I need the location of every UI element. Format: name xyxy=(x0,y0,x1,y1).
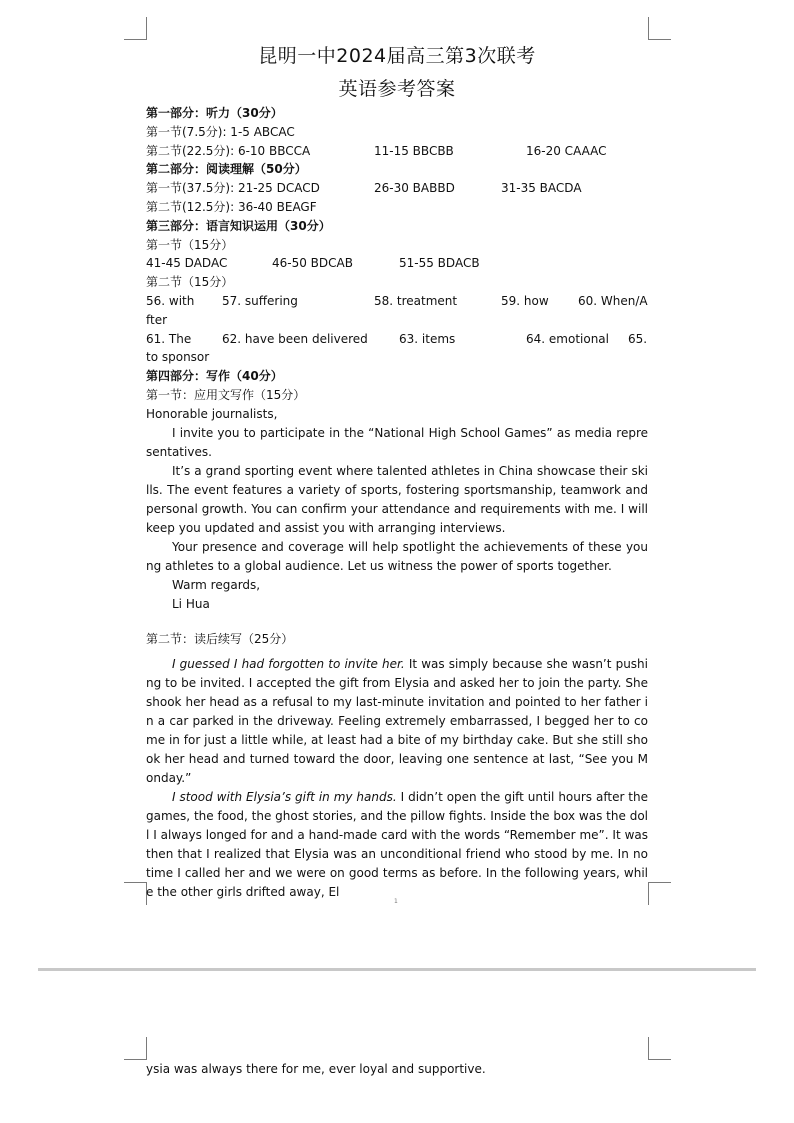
part3-heading: 第三部分：语言知识运用（30分） xyxy=(146,218,331,233)
part3-sec1-label: 第一节（15分） xyxy=(146,237,234,252)
part1-sec1: 第一节(7.5分): 1-5 ABCAC xyxy=(146,124,295,139)
part2-heading: 第二部分：阅读理解（50分） xyxy=(146,162,307,177)
part3-row2-cont: to sponsor xyxy=(146,350,210,365)
answer-59: 59. how xyxy=(501,293,549,308)
part2-sec1-b: 26-30 BABBD xyxy=(374,181,455,196)
part1-sec2-b: 11-15 BBCBB xyxy=(374,143,454,158)
part3-sec1-a: 41-45 DADAC xyxy=(146,256,228,271)
part3-row1 xyxy=(146,292,648,311)
page-title: 昆明一中2024届高三第3次联考 xyxy=(258,45,536,67)
crop-mark-page2-right xyxy=(648,1037,671,1060)
crop-mark-page2-left xyxy=(124,1037,147,1060)
answer-65: 65. xyxy=(628,331,648,346)
part4-sec1-label: 第一节：应用文写作（15分） xyxy=(146,387,306,402)
answer-64: 64. emotional xyxy=(526,331,609,346)
answer-61: 61. The xyxy=(146,331,192,346)
crop-mark-bottom-right xyxy=(648,882,671,905)
part1-sec2-c: 16-20 CAAAC xyxy=(526,143,607,158)
part2-sec2: 第二节(12.5分): 36-40 BEAGF xyxy=(146,199,317,214)
part4-sec2-label: 第二节：读后续写（25分） xyxy=(146,631,294,646)
letter-closing: Warm regards, xyxy=(172,577,261,592)
letter-signature: Li Hua xyxy=(172,596,210,611)
part4-heading: 第四部分：写作（40分） xyxy=(146,369,283,384)
page-number: 1 xyxy=(394,898,398,905)
part3-row2 xyxy=(146,330,648,349)
part3-row1-cont: fter xyxy=(146,312,168,327)
continuation-1-lead: I guessed I had forgotten to invite her. xyxy=(172,656,405,671)
continuation-paragraph-2 xyxy=(146,788,648,902)
continuation-paragraph-1 xyxy=(146,655,648,788)
crop-mark-top-left xyxy=(124,17,147,40)
answer-56: 56. with xyxy=(146,293,195,308)
part1-sec2-a: 第二节(22.5分): 6-10 BBCCA xyxy=(146,143,311,158)
part3-sec2-label: 第二节（15分） xyxy=(146,275,234,290)
answer-content xyxy=(146,104,648,902)
page-divider xyxy=(38,968,756,971)
answer-63: 63. items xyxy=(399,331,456,346)
continuation-2-body: I didn’t open the gift until hours after the games, the food, the ghost stories, and the pillow fights. Inside the box was the doll I always longed for and a hand-made card with the words “Remember me”. It was then that I realized that Elysia was an unconditional friend who stood by me. In no time I called her and we were on good terms as before. In the following years, while the other girls drifted away, El xyxy=(146,789,649,899)
answer-58: 58. treatment xyxy=(374,293,458,308)
crop-mark-bottom-left xyxy=(124,882,147,905)
letter-paragraph-3: Your presence and coverage will help spotlight the achievements of these young athletes to a global audience. Let us witness the power of sports together. xyxy=(146,539,648,573)
answer-57: 57. suffering xyxy=(222,293,298,308)
part2-sec1-c: 31-35 BACDA xyxy=(501,181,582,196)
part2-sec1-row xyxy=(146,179,648,198)
part2-sec1-a: 第一节(37.5分): 21-25 DCACD xyxy=(146,181,320,196)
part1-heading: 第一部分：听力（30分） xyxy=(146,106,283,120)
part1-sec2-row xyxy=(146,142,648,161)
letter-greeting: Honorable journalists, xyxy=(146,406,278,421)
part3-sec1-c: 51-55 BDACB xyxy=(399,256,480,271)
continuation-2-lead: I stood with Elysia’s gift in my hands. xyxy=(172,789,397,804)
continuation-1-body: It was simply because she wasn’t pushing to be invited. I accepted the gift from Elysia and asked her to join the party. She shook her head as a refusal to my last-minute invitation and pointed to her father in a car parked in the driveway. Feeling extremely embarrassed, I begged her to come in for just a little while, at least had a bite of my birthday cake. But she still shook her head and turned toward the door, leaving one sentence at last, “See you Monday.” xyxy=(146,656,648,785)
letter-paragraph-1: I invite you to participate in the “National High School Games” as media representatives. xyxy=(146,425,648,459)
part3-sec1-b: 46-50 BDCAB xyxy=(272,256,353,271)
letter-paragraph-2: It’s a grand sporting event where talented athletes in China showcase their skills. The event features a variety of sports, fostering sportsmanship, teamwork and personal growth. You can confirm your attendance and requirements with me. I will keep you updated and assist you with arranging interviews. xyxy=(146,463,648,535)
answer-62: 62. have been delivered xyxy=(222,331,368,346)
crop-mark-top-right xyxy=(648,17,671,40)
page2-continuation-text: ysia was always there for me, ever loyal and supportive. xyxy=(146,1062,486,1076)
page-subtitle: 英语参考答案 xyxy=(338,78,456,100)
part3-sec1-row xyxy=(146,254,648,273)
answer-60: 60. When/A xyxy=(578,293,648,308)
